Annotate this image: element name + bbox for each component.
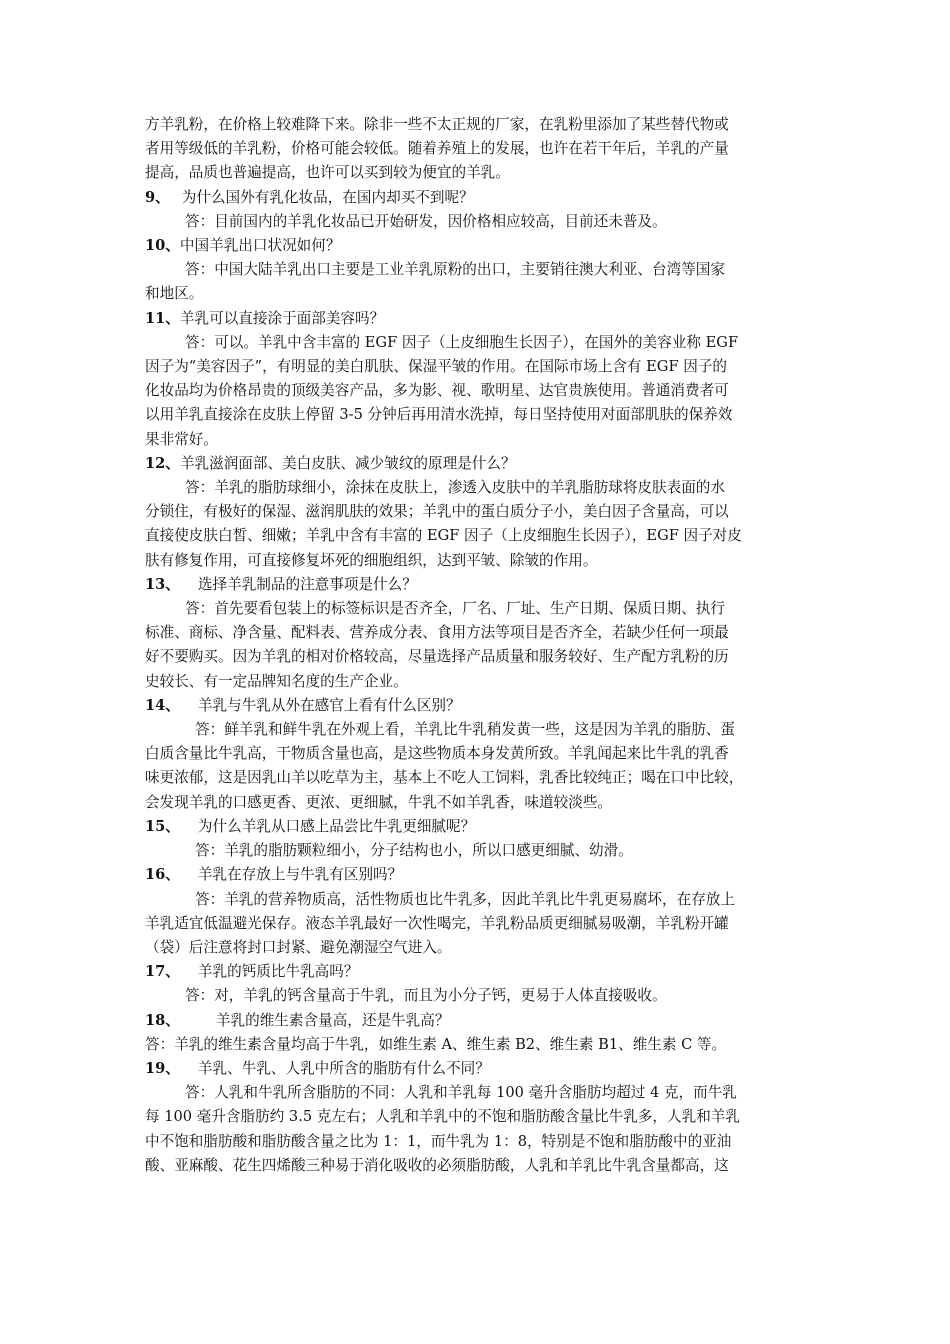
answer-line: 好不要购买。因为羊乳的相对价格较高，尽量选择产品质量和服务较好、生产配方乳粉的历 [145,648,729,666]
answer-line: 化妆品均为价格昂贵的顶级美容产品，多为影、视、歌明星、达官贵族使用。普通消费者可 [145,382,729,400]
question-number: 19、 [145,1059,180,1077]
question-text: 羊乳与牛乳从外在感官上看有什么区别？ [197,696,461,714]
question-number: 9、 [145,188,170,206]
question-text: 为什么国外有乳化妆品，在国内却买不到呢？ [181,188,474,206]
question-13 [145,573,809,597]
question-9 [145,186,809,210]
question-11 [145,307,809,331]
question-text: 中国羊乳出口状况如何？ [179,237,341,255]
answer-line: 答：中国大陆羊乳出口主要是工业羊乳原粉的出口，主要销往澳大利亚、台湾等国家 [185,261,725,279]
answer-line: 以用羊乳直接涂在皮肤上停留 3-5 分钟后再用清水洗掉，每日坚持使用对面部肌肤的保养效 [145,406,733,424]
question-18 [145,1009,809,1033]
question-12 [145,452,809,476]
answer-line: 答：目前国内的羊乳化妆品已开始研发，因价格相应较高，目前还未普及。 [185,212,667,230]
question-text: 羊乳的维生素含量高，还是牛乳高？ [215,1011,450,1029]
answer-line: 味更浓郁，这是因乳山羊以吃草为主，基本上不吃人工饲料，乳香比较纯正；喝在口中比较， [145,769,744,787]
question-text: 羊乳、牛乳、人乳中所含的脂肪有什么不同？ [197,1059,490,1077]
answer-line: 答：首先要看包装上的标签标识是否齐全，厂名、厂址、生产日期、保质日期、执行 [185,600,725,618]
answer-line: 答：可以。羊乳中含丰富的 EGF 因子（上皮细胞生长因子），在国外的美容业称 EGF [185,333,739,351]
question-number: 12、 [145,454,180,472]
answer-line: 直接使皮肤白皙、细嫩；羊乳中含有丰富的 EGF 因子（上皮细胞生长因子），EGF 因子对皮 [145,527,742,545]
question-10 [145,234,809,258]
paragraph-line: 者用等级低的羊乳粉，价格可能会较低。随着养殖上的发展，也许在若干年后，羊乳的产量 [145,140,729,158]
question-text: 为什么羊乳从口感上品尝比牛乳更细腻呢？ [197,817,476,835]
answer-line: 羊乳适宜低温避光保存。液态羊乳最好一次性喝完，羊乳粉品质更细腻易吸潮，羊乳粉开罐 [145,914,729,932]
question-number: 10、 [145,237,180,255]
answer-line: 史较长、有一定品牌知名度的生产企业。 [145,672,408,690]
answer-line: 标准、商标、净含量、配料表、营养成分表、食用方法等项目是否齐全，若缺少任何一项最 [145,624,729,642]
answer-line: （袋）后注意将封口封紧、避免潮湿空气进入。 [145,938,452,956]
answer-line: 答：羊乳的脂肪颗粒细小，分子结构也小，所以口感更细腻、幼滑。 [195,842,633,860]
answer-line: 酸、亚麻酸、花生四烯酸三种易于消化吸收的必须脂肪酸，人乳和羊乳比牛乳含量都高，这 [145,1156,729,1174]
question-number: 11、 [145,309,180,327]
question-14 [145,694,809,718]
question-number: 18、 [145,1011,180,1029]
answer-line: 果非常好。 [145,430,218,448]
answer-line: 因子为“美容因子”，有明显的美白肌肤、保湿平皱的作用。在国际市场上含有 EGF 因子的 [145,358,728,376]
answer-line: 答：对，羊乳的钙含量高于牛乳，而且为小分子钙，更易于人体直接吸收。 [185,987,667,1005]
answer-line: 答：鲜羊乳和鲜牛乳在外观上看，羊乳比牛乳稍发黄一些，这是因为羊乳的脂肪、蛋 [195,721,735,739]
question-text: 羊乳在存放上与牛乳有区别吗？ [197,866,403,884]
question-text: 羊乳的钙质比牛乳高吗？ [197,963,359,981]
paragraph-line: 提高，品质也普遍提高，也许可以买到较为便宜的羊乳。 [145,164,510,182]
answer-line: 答：羊乳的营养物质高，活性物质也比牛乳多，因此羊乳比牛乳更易腐坏，在存放上 [195,890,735,908]
answer-line: 每 100 毫升含脂肪约 3.5 克左右；人乳和羊乳中的不饱和脂肪酸含量比牛乳多，人乳和羊乳 [145,1108,740,1126]
question-number: 15、 [145,817,180,835]
answer-line: 答：羊乳的维生素含量均高于牛乳，如维生素 A、维生素 B2、维生素 B1、维生素 C 等。 [145,1035,727,1053]
question-text: 羊乳可以直接涂于面部美容吗？ [179,309,385,327]
document-body [145,113,809,1178]
question-number: 13、 [145,575,180,593]
answer-line: 答：人乳和牛乳所含脂肪的不同：人乳和羊乳每 100 毫升含脂肪均超过 4 克，而牛乳 [185,1084,737,1102]
question-19 [145,1057,809,1081]
question-number: 17、 [145,963,180,981]
question-15 [145,815,809,839]
question-16 [145,863,809,887]
answer-line: 中不饱和脂肪酸和脂肪酸含量之比为 1：1，而牛乳为 1：8，特别是不饱和脂肪酸中的亚油 [145,1132,732,1150]
question-text: 羊乳滋润面部、美白皮肤、减少皱纹的原理是什么？ [179,454,516,472]
answer-line: 会发现羊乳的口感更香、更浓、更细腻，牛乳不如羊乳香，味道较淡些。 [145,793,613,811]
answer-line: 白质含量比牛乳高，干物质含量也高，是这些物质本身发黄所致。羊乳闻起来比牛乳的乳香 [145,745,729,763]
question-number: 16、 [145,866,180,884]
question-17 [145,960,809,984]
paragraph-line: 方羊乳粉，在价格上较难降下来。除非一些不太正规的厂家，在乳粉里添加了某些替代物或 [145,116,729,133]
question-number: 14、 [145,696,180,714]
answer-line: 肤有修复作用，可直接修复坏死的细胞组织，达到平皱、除皱的作用。 [145,551,598,569]
answer-line: 答：羊乳的脂肪球细小，涂抹在皮肤上，渗透入皮肤中的羊乳脂肪球将皮肤表面的水 [185,479,725,497]
answer-line: 分锁住，有极好的保湿、滋润肌肤的效果；羊乳中的蛋白质分子小，美白因子含量高，可以 [145,503,729,521]
question-text: 选择羊乳制品的注意事项是什么？ [197,575,417,593]
answer-line: 和地区。 [145,285,204,303]
